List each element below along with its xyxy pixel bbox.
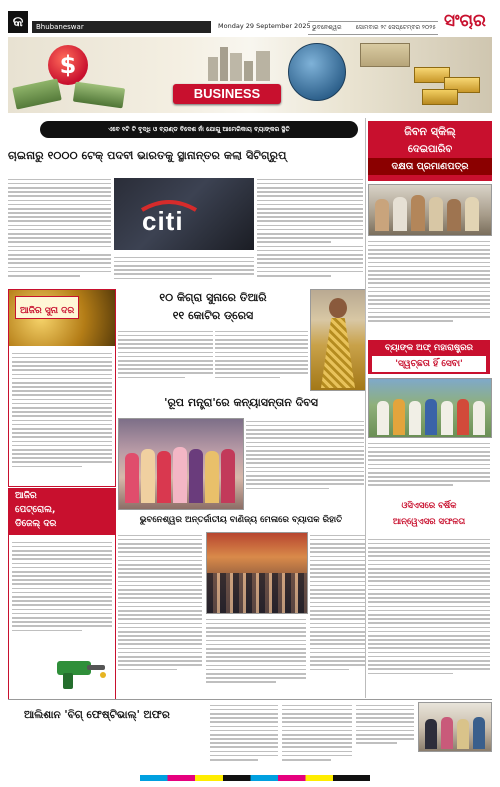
cash-stack-icon bbox=[73, 82, 125, 109]
story4-body-col1 bbox=[118, 532, 202, 692]
sidebar-top-head3: ଦକ୍ଷତା ପ୍ରମାଣପତ୍ର bbox=[368, 158, 492, 175]
story4-headline: ଭୁବନେଶ୍ୱର ଅନ୍ତର୍ଜାତୀୟ ବାଣିଜ୍ୟ ମେଳାରେ ବ୍ୟାପକ ରିହାତି bbox=[139, 515, 343, 525]
sidebar-mid-head2: 'ସ୍ୱଚ୍ଛତା ହିଁ ସେବା' bbox=[372, 356, 486, 372]
story3-body bbox=[246, 418, 364, 508]
column-rule bbox=[365, 118, 366, 698]
money-bag-graphic bbox=[14, 39, 134, 111]
gold-head-plate bbox=[15, 296, 79, 319]
story1-body-col2 bbox=[114, 254, 254, 286]
cash-stack-icon bbox=[12, 78, 62, 109]
sidebar-low-head2: ଆନ୍ୱେଏସର ସଫଳତା bbox=[392, 517, 466, 527]
sidebar-mid-photo bbox=[368, 378, 492, 438]
story4-photo bbox=[206, 532, 308, 614]
citi-text: citi bbox=[142, 206, 184, 236]
petrol-head bbox=[9, 489, 115, 535]
gold-body bbox=[12, 350, 112, 482]
story5-headline: ଆଲିଶାନ 'ବିଗ୍ ଫେଷ୍ଟିଭାଲ୍' ଅଫର bbox=[24, 709, 170, 721]
story1-body-col1 bbox=[8, 176, 111, 286]
masthead-date-en: Monday 29 September 2025 bbox=[218, 22, 311, 30]
story1-photo bbox=[114, 178, 254, 250]
story2-headline-2: ୧୧ କୋଟିର ଡ୍ରେସ bbox=[172, 309, 254, 322]
petrol-box bbox=[8, 488, 116, 700]
masthead-right-bar bbox=[308, 21, 438, 35]
dollar-coin-icon: $ bbox=[48, 45, 88, 85]
gold-head: ଆଜିର ସୁନା ଦର bbox=[20, 306, 75, 316]
sidebar-top-head bbox=[368, 121, 492, 181]
story5-photo bbox=[418, 702, 492, 752]
sidebar-top-head1: ଜିବନ ସ୍କିଲ୍ bbox=[404, 125, 456, 138]
masthead-city: Bhubaneswar bbox=[36, 23, 84, 31]
story3-headline: 'ରୂପ ମନ୍ତ୍ରା'ରେ କନ୍ୟାସନ୍ତାନ ଦିବସ bbox=[164, 396, 318, 409]
masthead-left-bar bbox=[32, 21, 211, 33]
paper-name: ସଂଚାର bbox=[444, 11, 486, 31]
story5-body-col2 bbox=[282, 702, 352, 770]
gold-photo bbox=[9, 290, 115, 346]
fuel-nozzle-icon bbox=[49, 653, 109, 693]
business-label-plate bbox=[173, 84, 281, 104]
section-rule bbox=[8, 699, 492, 700]
fuel-pump-icon bbox=[49, 653, 109, 693]
story2-body bbox=[118, 328, 308, 390]
story2-headline-1: ୧୦ କିଗ୍ରା ସୁନାରେ ତିଆରି bbox=[159, 291, 267, 304]
story4-body-col2 bbox=[206, 616, 306, 692]
sidebar-mid-head1: ବ୍ୟାଙ୍କ ଅଫ୍ ମହାରାଷ୍ଟ୍ରର bbox=[384, 343, 474, 353]
page-letter-box bbox=[8, 11, 28, 33]
story1-headline: ଚାଇନାରୁ ୧୦୦୦ ଟେକ୍ ପଦବୀ ଭାରତକୁ ସ୍ଥାନାନ୍ତର କଲା ସିଟିଗ୍ରୁପ୍ bbox=[8, 149, 287, 162]
registration-strip bbox=[140, 775, 370, 781]
gold-bars-graphic bbox=[408, 59, 488, 109]
skyline-graphic bbox=[208, 45, 288, 81]
sidebar-top-body bbox=[368, 238, 490, 334]
sidebar-mid-head bbox=[368, 340, 490, 374]
gold-dress-photo bbox=[310, 289, 366, 391]
sidebar-low-head1: ଓସିଏସରେ ବର୍ଷିକ bbox=[401, 501, 457, 511]
masthead bbox=[8, 8, 492, 36]
business-banner bbox=[8, 37, 492, 113]
story1-body-col3 bbox=[257, 176, 363, 286]
gold-box bbox=[8, 289, 116, 487]
globe-icon bbox=[288, 43, 346, 101]
paper-logo bbox=[444, 8, 492, 34]
story1-kicker-bar bbox=[40, 121, 358, 138]
sidebar-top-photo bbox=[368, 184, 492, 236]
story5-body-col3 bbox=[356, 702, 414, 770]
page-letter: କ bbox=[12, 14, 24, 30]
sidebar-mid-body bbox=[368, 440, 490, 494]
citi-logo bbox=[134, 196, 204, 236]
sidebar-low-body bbox=[368, 536, 490, 692]
petrol-head1: ଆଜିର bbox=[15, 491, 37, 501]
petrol-head2: ପେଟ୍ରୋଲ, bbox=[15, 505, 56, 515]
business-label: BUSINESS bbox=[193, 86, 261, 101]
petrol-body bbox=[12, 539, 112, 649]
masthead-date-or: ସୋମବାର ୨୯ ସେପ୍ଟେମ୍ବର ୨୦୨୫ bbox=[355, 24, 436, 31]
masthead-day-or: ଭୁବନେଶ୍ୱର bbox=[312, 24, 342, 31]
petrol-head3: ଡିଜେଲ୍ ଦର bbox=[15, 519, 57, 529]
story4-body-col3 bbox=[310, 532, 365, 692]
story5-body-col1 bbox=[210, 702, 278, 770]
cash-bundle-graphic bbox=[360, 43, 410, 67]
sidebar-low-head bbox=[368, 498, 490, 532]
story3-photo bbox=[118, 418, 244, 510]
story1-kicker: ଏବେ ୧ଟି ଟି ବୃଦ୍ଧି ଓ ବ୍ରାଣ୍ଡ ବିଦେଶ ନାଁ ଯୋଗୁ ଆମେରିକାୟ ବ୍ୟାଙ୍କର ସ୍ଥିତି bbox=[108, 126, 290, 133]
sidebar-top-head2: ଦେଇପାରିବ bbox=[407, 144, 453, 155]
